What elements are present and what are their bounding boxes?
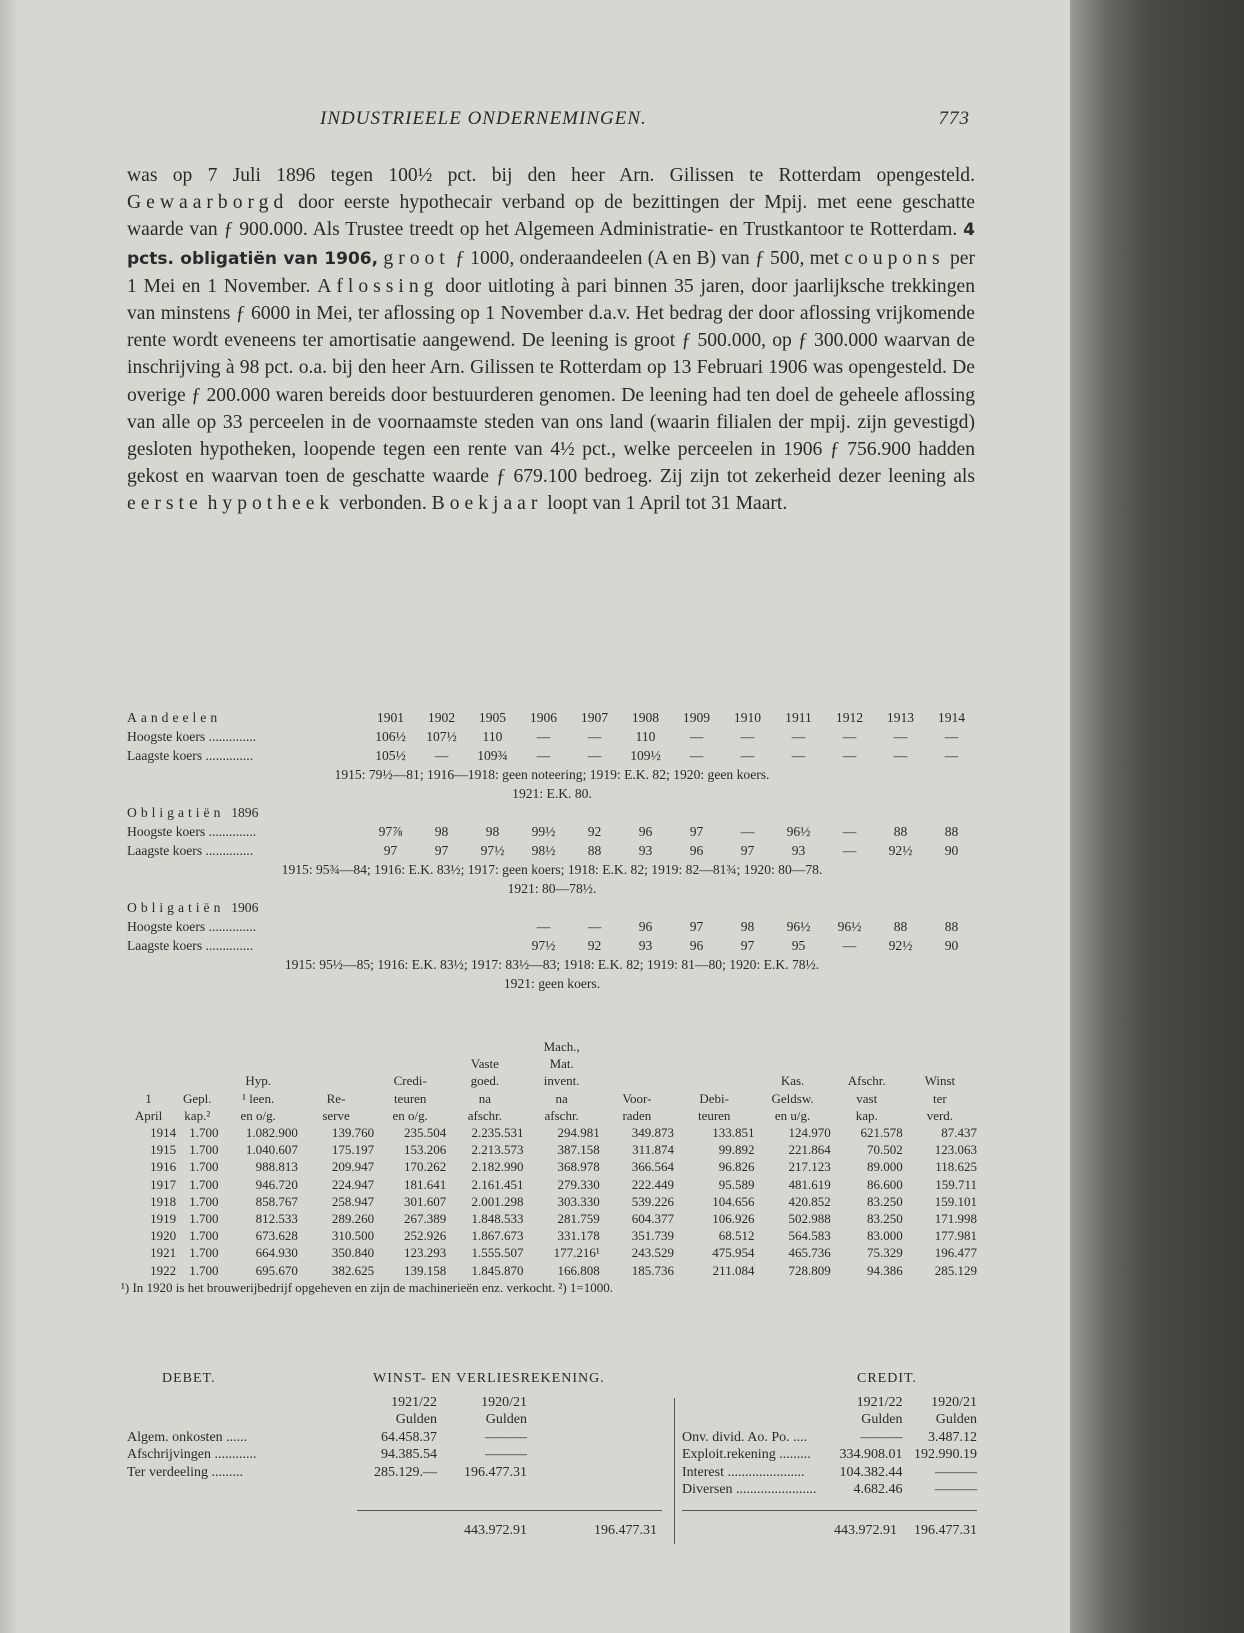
koers-table bbox=[127, 708, 977, 993]
table-cell: 351.739 bbox=[631, 1228, 674, 1244]
table-row bbox=[121, 1176, 977, 1193]
table-cell: 1918 bbox=[150, 1193, 177, 1209]
table-cell: 728.809 bbox=[788, 1262, 831, 1278]
table-cell: 1.040.607 bbox=[245, 1142, 298, 1158]
table-cell: 310.500 bbox=[331, 1228, 375, 1244]
account-row: Exploit.rekening ......... 334.908.01 192.990.19 bbox=[682, 1447, 977, 1463]
table-cell: 331.178 bbox=[557, 1228, 600, 1244]
table-cell: 673.628 bbox=[255, 1228, 298, 1244]
table-cell: 94.386 bbox=[867, 1262, 903, 1278]
table-cell: 89.000 bbox=[867, 1159, 903, 1175]
page-number: 773 bbox=[938, 108, 970, 129]
table-cell: 1.700 bbox=[189, 1228, 219, 1244]
table-cell: 1.848.533 bbox=[471, 1211, 524, 1227]
table-cell: 279.330 bbox=[557, 1176, 600, 1192]
table-cell: 1.867.673 bbox=[471, 1228, 524, 1244]
table-cell: 1.700 bbox=[189, 1125, 219, 1141]
table-cell: 99.892 bbox=[718, 1142, 755, 1158]
table-cell: 177.216¹ bbox=[553, 1245, 600, 1261]
book-edge-pages bbox=[1070, 0, 1244, 1633]
account-row: Ter verdeeling ......... 285.129.— 196.477.31 bbox=[127, 1464, 527, 1480]
paragraph: was op 7 Juli 1896 tegen 100½ pct. bij den heer Arn. Gilissen te Rotterdam opengesteld. Gewaarborgd door eerste hypothecair verband op de bezittingen der Mpij. met eene geschatte waarde van ƒ 900.000. Als Trustee treedt op het Algemeen Administratie- en Trustkantoor te Rotterdam. 4 pcts. obligatiën van 1906, groot ƒ 1000, onderaandeelen (A en B) van ƒ 500, met coupons per 1 Mei en 1 November. Aflossing door uitloting à pari binnen 35 jaren, door jaarlijksche trekkingen van minstens ƒ 6000 in Mei, ter aflossing op 1 November d.a.v. Het bedrag der door aflossing vrijkomende rente wordt eveneens ter amortisatie aangewend. De leening is groot ƒ 500.000, op ƒ 300.000 waarvan de inschrijving à 98 pct. o.a. bij den heer Arn. Gilissen te Rotterdam op 13 Februari 1906 was opengesteld. De overige ƒ 200.000 waren bereids door bestuurderen genomen. De leening had ten doel de geheele aflossing van alle op 33 perceelen in de voornaamste steden van ons land (waarin filialen der mpij. zijn gevestigd) gesloten hypotheken, loopende tegen een rente van 4½ pct., welke perceelen in 1906 ƒ 756.900 hadden gekost en waarvan toen de geschatte waarde ƒ 679.100 bedroeg. Zij zijn tot zekerheid dezer leening als eerste hypotheek verbonden. Boekjaar loopt van 1 April tot 31 Maart. bbox=[127, 165, 976, 515]
table-cell: 695.670 bbox=[255, 1262, 298, 1278]
table-cell: 267.389 bbox=[403, 1211, 447, 1227]
table-cell: 175.197 bbox=[331, 1142, 375, 1158]
table-cell: 159.101 bbox=[934, 1193, 977, 1209]
account-heading-row bbox=[127, 1370, 977, 1394]
account-row: Interest ...................... 104.382.44 ——— bbox=[682, 1464, 977, 1480]
note-line: 1915: 95¾—84; 1916: E.K. 83½; 1917: geen koers; 1918: E.K. 82; 1919: 82—81¾; 1920: 80—78. bbox=[281, 862, 823, 877]
table-row bbox=[121, 1262, 977, 1279]
table-row: Laagste koers .............. 105½ — 109¾ — — 109½ — — — — — — bbox=[127, 748, 959, 763]
table-cell: 83.250 bbox=[867, 1211, 903, 1227]
table-cell: 1921 bbox=[150, 1245, 177, 1261]
table-cell: 177.981 bbox=[934, 1228, 977, 1244]
table-cell: 311.874 bbox=[632, 1142, 674, 1158]
table-cell: 2.235.531 bbox=[471, 1125, 524, 1141]
aandeelen-header-row: Aandeelen 1901 1902 1905 1906 1907 1908 1909 1910 1911 1912 1913 1914 bbox=[127, 710, 966, 725]
table-cell: 1.700 bbox=[189, 1211, 219, 1227]
table-cell: 196.477 bbox=[934, 1245, 977, 1261]
table-cell: 1.845.870 bbox=[471, 1262, 524, 1278]
body-text bbox=[127, 162, 975, 518]
table-cell: 350.840 bbox=[331, 1245, 375, 1261]
table-cell: 2.213.573 bbox=[471, 1142, 524, 1158]
table-cell: 1.700 bbox=[189, 1176, 219, 1192]
table-cell: 539.226 bbox=[631, 1193, 674, 1209]
table-cell: 243.529 bbox=[631, 1245, 674, 1261]
table-row bbox=[121, 1227, 977, 1244]
table-cell: 621.578 bbox=[860, 1125, 903, 1141]
header-line: Hyp. Credi- goed. invent. Kas. Afschr. Winst bbox=[245, 1073, 956, 1089]
table-cell: 1.700 bbox=[189, 1193, 219, 1209]
debet-side: 1921/22 1920/21 Gulden Gulden Algem. onkosten ...... 64.458.37 ——— Afschrijvingen ............ 94.385.54 ——— Ter verdeeling ......... 285.129.— 196.477.31 bbox=[127, 1395, 527, 1480]
table-cell: 2.182.990 bbox=[471, 1159, 524, 1175]
table-cell: 95.589 bbox=[718, 1176, 755, 1192]
credit-label: CREDIT. bbox=[857, 1371, 918, 1386]
table-cell: 387.158 bbox=[557, 1142, 600, 1158]
table-row bbox=[121, 1124, 977, 1141]
table-cell: 104.656 bbox=[712, 1193, 755, 1209]
account-row: Afschrijvingen ............ 94.385.54 ——— bbox=[127, 1447, 527, 1463]
table-cell: 368.978 bbox=[557, 1159, 600, 1175]
table-cell: 475.954 bbox=[712, 1245, 755, 1261]
table-cell: 106.926 bbox=[712, 1211, 755, 1227]
table-row bbox=[121, 1210, 977, 1227]
page-left-shade bbox=[0, 0, 18, 1633]
table-cell: 83.250 bbox=[867, 1193, 903, 1209]
table-cell: 564.583 bbox=[788, 1228, 831, 1244]
table-cell: 118.625 bbox=[935, 1159, 977, 1175]
table-row: Hoogste koers .............. — — 96 97 98 96½ 96½ 88 88 bbox=[127, 919, 959, 934]
table-row bbox=[121, 1158, 977, 1175]
table-cell: 86.600 bbox=[867, 1176, 903, 1192]
table-row: Laagste koers .............. 97 97 97½ 98½ 88 93 96 97 93 — 92½ 90 bbox=[127, 843, 959, 858]
running-head: INDUSTRIEELE ONDERNEMINGEN. bbox=[320, 108, 647, 129]
table-cell: 1917 bbox=[150, 1176, 177, 1192]
page-header bbox=[320, 108, 970, 134]
table-cell: 1922 bbox=[150, 1262, 177, 1278]
table-cell: 2.161.451 bbox=[471, 1176, 524, 1192]
table-cell: 1914 bbox=[150, 1125, 177, 1141]
table-cell: 70.502 bbox=[867, 1142, 903, 1158]
note-line: 1915: 95½—85; 1916: E.K. 83½; 1917: 83½—83; 1918: E.K. 82; 1919: 81—80; 1920: E.K. 78½. bbox=[284, 957, 820, 972]
table-row bbox=[121, 1141, 977, 1158]
table-cell: 664.930 bbox=[255, 1245, 298, 1261]
table-row: Hoogste koers .............. 106½ 107½ 110 — — 110 — — — — — — bbox=[127, 729, 959, 744]
table-cell: 285.129 bbox=[934, 1262, 977, 1278]
credit-total-a: 443.972.91 bbox=[834, 1523, 897, 1538]
table-cell: 123.063 bbox=[934, 1142, 977, 1158]
table-cell: 465.736 bbox=[788, 1245, 831, 1261]
table-cell: 222.449 bbox=[631, 1176, 674, 1192]
credit-side: 1921/22 1920/21 Gulden Gulden Onv. divid. Ao. Po. .... ——— 3.487.12 Exploit.rekening ......... 334.908.01 192.990.19 Interest ...................... 104.382.44 ——— Diversen ....................... 4.682.46 ——— bbox=[682, 1395, 977, 1498]
balance-table bbox=[121, 1038, 977, 1296]
header-line: Vaste Mat. bbox=[470, 1056, 574, 1072]
obligatien-1896-header-row: Obligatiën 1896 bbox=[127, 805, 259, 820]
table-cell: 211.084 bbox=[712, 1262, 755, 1278]
table-cell: 1.700 bbox=[189, 1142, 219, 1158]
table-cell: 812.533 bbox=[255, 1211, 298, 1227]
table-cell: 68.512 bbox=[718, 1228, 755, 1244]
debet-total-a: 443.972.91 bbox=[464, 1523, 527, 1538]
table-cell: 133.851 bbox=[712, 1125, 755, 1141]
table-cell: 2.001.298 bbox=[471, 1193, 524, 1209]
header-line: 1 Gepl. ¹ leen. Re- teuren na na Voor- Debi- Geldsw. vast ter bbox=[145, 1090, 947, 1106]
footnote: ¹) In 1920 is het brouwerijbedrijf opgeheven en zijn de machinerieën enz. verkocht. ²) 1=1000. bbox=[121, 1279, 613, 1295]
note-line: 1921: 80—78½. bbox=[507, 881, 597, 896]
table-cell: 83.000 bbox=[867, 1228, 903, 1244]
table-cell: 235.504 bbox=[403, 1125, 447, 1141]
table-cell: 281.759 bbox=[557, 1211, 600, 1227]
table-cell: 420.852 bbox=[788, 1193, 831, 1209]
note-line: 1921: geen koers. bbox=[503, 976, 601, 991]
account-title: WINST- EN VERLIESREKENING. bbox=[373, 1371, 605, 1386]
table-cell: 1.082.900 bbox=[245, 1125, 298, 1141]
table-cell: 988.813 bbox=[255, 1159, 298, 1175]
account-row: Diversen ....................... 4.682.46 ——— bbox=[682, 1482, 977, 1498]
table-row bbox=[121, 1193, 977, 1210]
table-row bbox=[121, 1244, 977, 1261]
table-cell: 221.864 bbox=[788, 1142, 831, 1158]
table-cell: 366.564 bbox=[631, 1159, 674, 1175]
table-cell: 289.260 bbox=[331, 1211, 375, 1227]
table-row: Laagste koers .............. 97½ 92 93 96 97 95 — 92½ 90 bbox=[127, 938, 959, 953]
table-cell: 139.158 bbox=[403, 1262, 447, 1278]
table-cell: 349.873 bbox=[631, 1125, 674, 1141]
table-cell: 209.947 bbox=[331, 1159, 375, 1175]
table-cell: 166.808 bbox=[557, 1262, 600, 1278]
table-cell: 153.206 bbox=[403, 1142, 447, 1158]
table-cell: 1919 bbox=[150, 1211, 177, 1227]
note-line: 1921: E.K. 80. bbox=[512, 786, 592, 801]
table-cell: 1920 bbox=[150, 1228, 177, 1244]
table-cell: 303.330 bbox=[557, 1193, 600, 1209]
table-cell: 946.720 bbox=[255, 1176, 298, 1192]
table-cell: 258.947 bbox=[331, 1193, 375, 1209]
table-cell: 123.293 bbox=[403, 1245, 447, 1261]
table-cell: 294.981 bbox=[557, 1125, 600, 1141]
table-cell: 1.700 bbox=[189, 1245, 219, 1261]
table-cell: 502.988 bbox=[788, 1211, 831, 1227]
winst-verlies-rekening bbox=[127, 1370, 977, 1538]
credit-total-rule bbox=[682, 1510, 977, 1511]
debet-total-rule bbox=[357, 1510, 662, 1511]
account-row: Onv. divid. Ao. Po. .... ——— 3.487.12 bbox=[682, 1429, 977, 1445]
obligatien-1906-header-row: Obligatiën 1906 bbox=[127, 900, 259, 915]
table-cell: 139.760 bbox=[331, 1125, 375, 1141]
table-cell: 96.826 bbox=[718, 1159, 755, 1175]
table-cell: 604.377 bbox=[631, 1211, 674, 1227]
table-cell: 1.700 bbox=[189, 1159, 219, 1175]
debet-total-b: 196.477.31 bbox=[594, 1523, 657, 1538]
table-cell: 224.947 bbox=[331, 1176, 375, 1192]
table-cell: 159.711 bbox=[935, 1176, 977, 1192]
table-cell: 1916 bbox=[150, 1159, 177, 1175]
debet-label: DEBET. bbox=[162, 1371, 216, 1386]
table-cell: 171.998 bbox=[934, 1211, 977, 1227]
table-cell: 181.641 bbox=[403, 1176, 447, 1192]
table-cell: 252.926 bbox=[403, 1228, 447, 1244]
table-cell: 1.700 bbox=[189, 1262, 219, 1278]
table-cell: 301.607 bbox=[403, 1193, 447, 1209]
table-cell: 1915 bbox=[150, 1142, 177, 1158]
header-line: Mach., bbox=[543, 1039, 580, 1054]
table-cell: 858.767 bbox=[255, 1193, 298, 1209]
account-row: Algem. onkosten ...... 64.458.37 ——— bbox=[127, 1429, 527, 1445]
table-cell: 124.970 bbox=[788, 1125, 831, 1141]
table-cell: 87.437 bbox=[941, 1125, 977, 1141]
note-line: 1915: 79½—81; 1916—1918: geen noteering; 1919: E.K. 82; 1920: geen koers. bbox=[334, 767, 770, 782]
table-cell: 75.329 bbox=[867, 1245, 903, 1261]
table-cell: 481.619 bbox=[788, 1176, 831, 1192]
table-cell: 382.625 bbox=[331, 1262, 375, 1278]
table-cell: 170.262 bbox=[403, 1159, 447, 1175]
table-cell: 1.555.507 bbox=[471, 1245, 524, 1261]
table-row: Hoogste koers .............. 97⅞ 98 98 99½ 92 96 97 — 96½ — 88 88 bbox=[127, 824, 959, 839]
table-cell: 217.123 bbox=[788, 1159, 831, 1175]
header-line: April kap.² en o/g. serve en o/g. afschr. afschr. raden teuren en u/g. kap. verd. bbox=[134, 1107, 954, 1123]
table-cell: 185.736 bbox=[631, 1262, 674, 1278]
credit-total-b: 196.477.31 bbox=[914, 1523, 977, 1538]
